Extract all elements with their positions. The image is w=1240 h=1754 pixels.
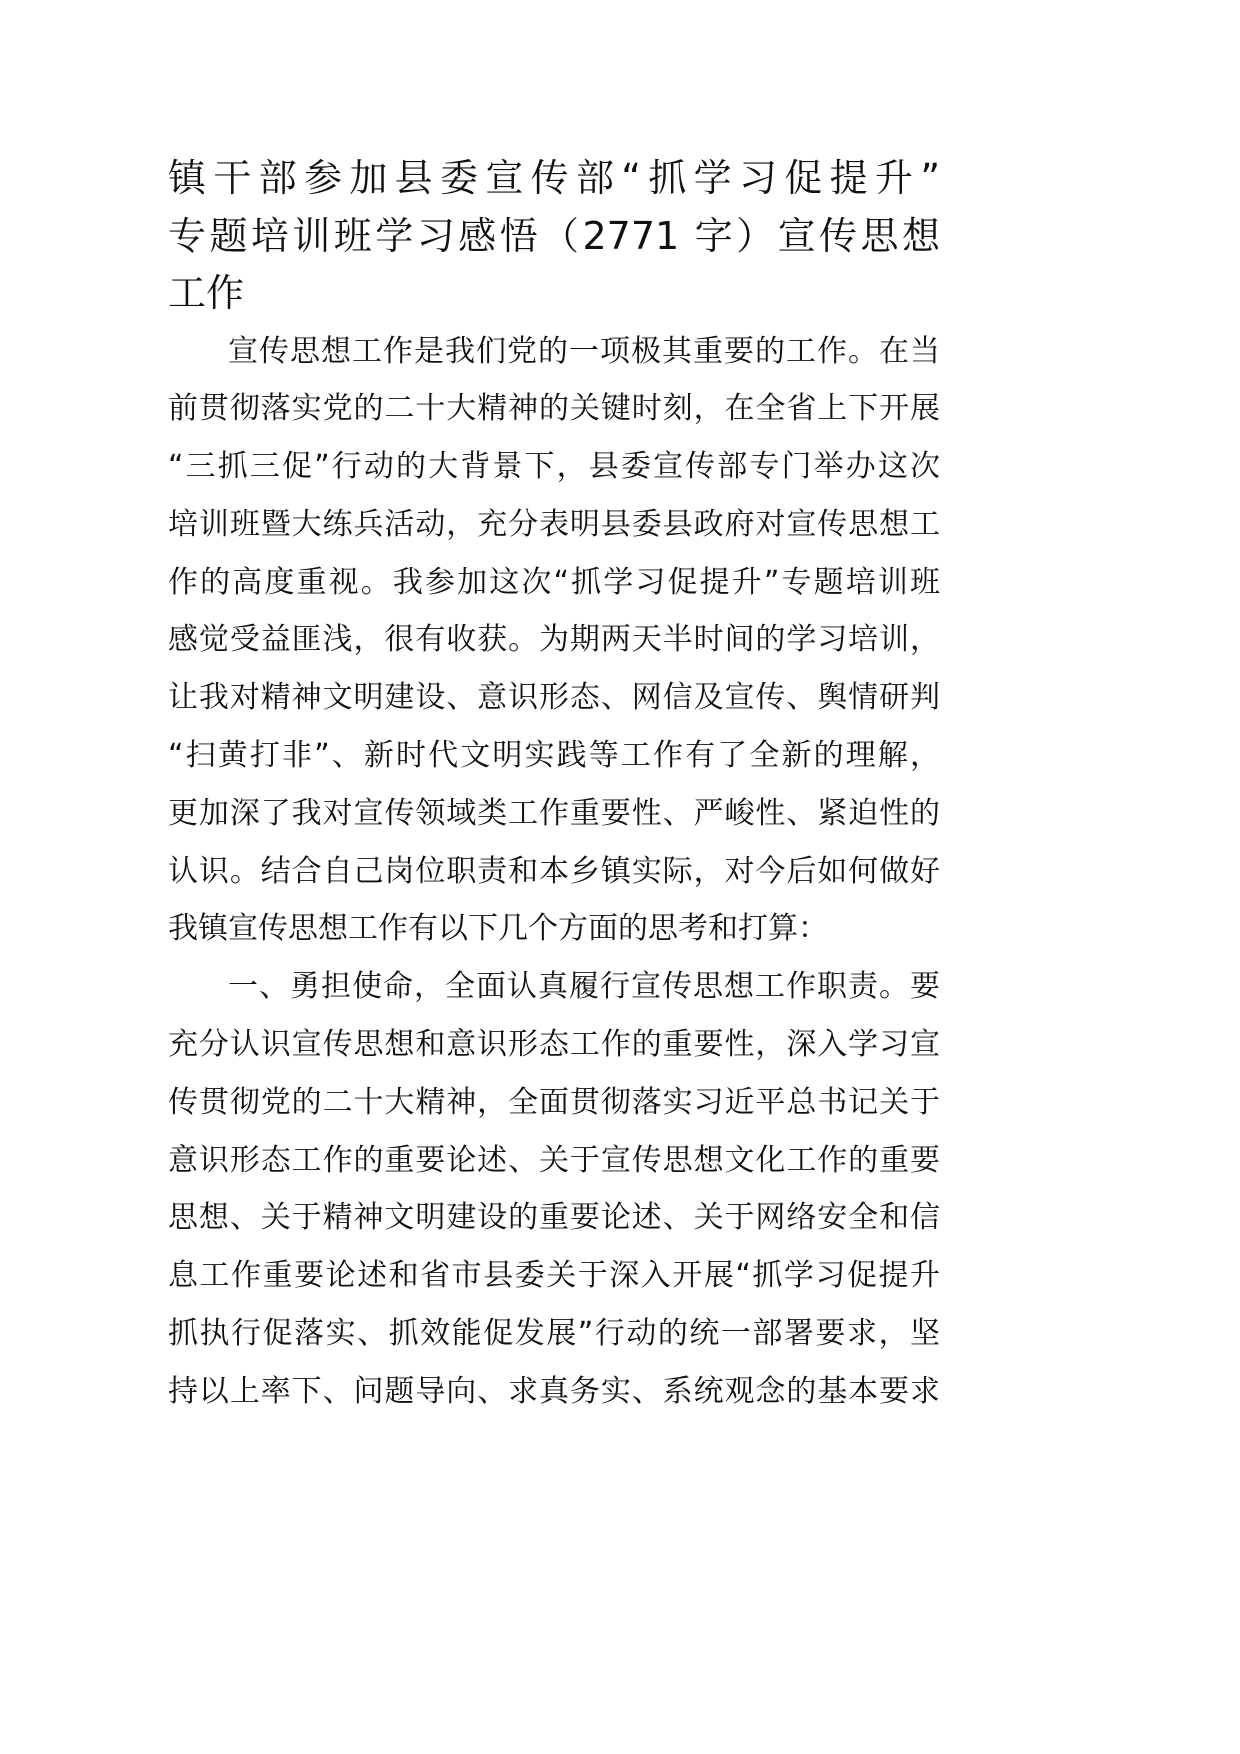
text-line: 认识。结合自己岗位职责和本乡镇实际，对今后如何做好 xyxy=(168,853,940,889)
title-line: 镇干部参加县委宣传部“抓学习促提升” xyxy=(168,156,940,200)
document-page xyxy=(168,150,940,1421)
title-line: 专题培训班学习感悟（2771 字）宣传思想 xyxy=(168,213,940,258)
text-line: 思想、关于精神文明建设的重要论述、关于网络安全和信 xyxy=(168,1200,940,1236)
document-body xyxy=(168,323,940,1421)
text-line: 培训班暨大练兵活动，充分表明县委县政府对宣传思想工 xyxy=(168,506,940,542)
text-line: 感觉受益匪浅，很有收获。为期两天半时间的学习培训， xyxy=(168,622,940,658)
paragraph-intro xyxy=(168,323,940,959)
text-line: 让我对精神文明建设、意识形态、网信及宣传、舆情研判 xyxy=(168,680,940,716)
text-line: 我镇宣传思想工作有以下几个方面的思考和打算： xyxy=(168,911,828,947)
text-line: 抓执行促落实、抓效能促发展”行动的统一部署要求，坚 xyxy=(168,1316,940,1352)
text-line: “扫黄打非”、新时代文明实践等工作有了全新的理解， xyxy=(168,738,940,774)
text-line: 充分认识宣传思想和意识形态工作的重要性，深入学习宣 xyxy=(168,1027,940,1063)
text-line: 前贯彻落实党的二十大精神的关键时刻，在全省上下开展 xyxy=(168,391,940,427)
text-line: 传贯彻党的二十大精神，全面贯彻落实习近平总书记关于 xyxy=(168,1084,940,1120)
text-line: 作的高度重视。我参加这次“抓学习促提升”专题培训班 xyxy=(168,564,940,600)
text-line: 宣传思想工作是我们党的一项极其重要的工作。在当 xyxy=(228,333,940,369)
title-line: 工作 xyxy=(168,271,245,315)
text-line: 息工作重要论述和省市县委关于深入开展“抓学习促提升 xyxy=(168,1258,940,1294)
text-line: 一、勇担使命，全面认真履行宣传思想工作职责。要 xyxy=(228,969,940,1005)
text-line: 更加深了我对宣传领域类工作重要性、严峻性、紧迫性的 xyxy=(168,795,940,831)
text-line: 持以上率下、问题导向、求真务实、系统观念的基本要求 xyxy=(168,1373,940,1409)
text-line: “三抓三促”行动的大背景下，县委宣传部专门举办这次 xyxy=(168,449,940,485)
document-title xyxy=(168,150,940,323)
paragraph-section-one xyxy=(168,958,940,1420)
text-line: 意识形态工作的重要论述、关于宣传思想文化工作的重要 xyxy=(168,1142,940,1178)
